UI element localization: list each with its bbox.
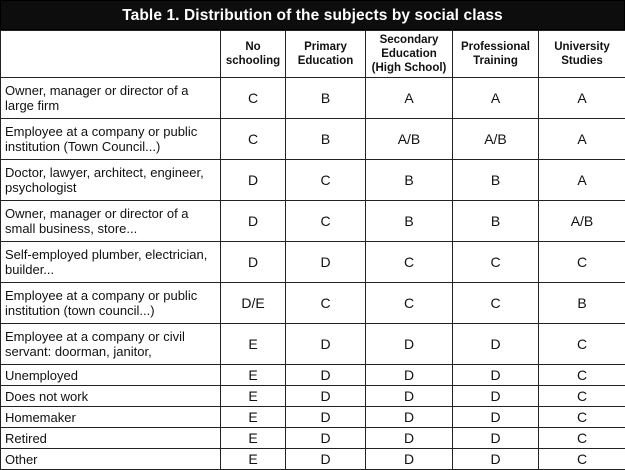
- cell-value: C: [539, 407, 625, 428]
- table-row: [1, 160, 625, 201]
- cell-value: C: [453, 283, 539, 324]
- cell-value: C: [366, 242, 453, 283]
- cell-value: E: [221, 449, 286, 470]
- cell-value: D: [366, 407, 453, 428]
- table-row: [1, 283, 625, 324]
- row-label: Self-employed plumber, electrician, builder...: [1, 242, 221, 283]
- table-row: [1, 365, 625, 386]
- row-label: Employee at a company or public institution (Town Council...): [1, 119, 221, 160]
- header-secondary-education: Secondary Education (High School): [366, 31, 453, 78]
- cell-value: A/B: [453, 119, 539, 160]
- cell-value: D: [453, 386, 539, 407]
- cell-value: C: [453, 242, 539, 283]
- cell-value: E: [221, 428, 286, 449]
- cell-value: B: [539, 283, 625, 324]
- cell-value: E: [221, 407, 286, 428]
- cell-value: A: [453, 78, 539, 119]
- cell-value: D: [366, 386, 453, 407]
- cell-value: C: [539, 449, 625, 470]
- table-row: [1, 386, 625, 407]
- row-label: Employee at a company or public institution (town council...): [1, 283, 221, 324]
- table-row: [1, 324, 625, 365]
- cell-value: C: [221, 119, 286, 160]
- header-no-schooling: No schooling: [221, 31, 286, 78]
- cell-value: B: [453, 201, 539, 242]
- cell-value: D/E: [221, 283, 286, 324]
- cell-value: C: [221, 78, 286, 119]
- row-label: Unemployed: [1, 365, 221, 386]
- cell-value: D: [286, 242, 366, 283]
- row-label: Other: [1, 449, 221, 470]
- cell-value: D: [221, 201, 286, 242]
- cell-value: A/B: [366, 119, 453, 160]
- cell-value: D: [286, 407, 366, 428]
- row-label: Owner, manager or director of a small business, store...: [1, 201, 221, 242]
- cell-value: A: [539, 119, 625, 160]
- cell-value: D: [453, 324, 539, 365]
- cell-value: D: [366, 449, 453, 470]
- table-body: [1, 78, 625, 470]
- cell-value: D: [366, 428, 453, 449]
- row-label: Employee at a company or civil servant: doorman, janitor,: [1, 324, 221, 365]
- cell-value: A: [366, 78, 453, 119]
- row-label: Does not work: [1, 386, 221, 407]
- cell-value: D: [366, 365, 453, 386]
- cell-value: B: [286, 119, 366, 160]
- table-row: [1, 428, 625, 449]
- table-row: [1, 78, 625, 119]
- row-label: Owner, manager or director of a large firm: [1, 78, 221, 119]
- cell-value: A: [539, 160, 625, 201]
- header-professional-training: Professional Training: [453, 31, 539, 78]
- cell-value: D: [286, 365, 366, 386]
- cell-value: C: [539, 386, 625, 407]
- cell-value: D: [286, 386, 366, 407]
- cell-value: B: [366, 201, 453, 242]
- header-university-studies: University Studies: [539, 31, 625, 78]
- row-label: Homemaker: [1, 407, 221, 428]
- header-row: [1, 31, 625, 78]
- header-primary-education: Primary Education: [286, 31, 366, 78]
- cell-value: E: [221, 365, 286, 386]
- cell-value: D: [453, 407, 539, 428]
- table-row: [1, 201, 625, 242]
- cell-value: A/B: [539, 201, 625, 242]
- cell-value: C: [539, 242, 625, 283]
- table-title: Table 1. Distribution of the subjects by social class: [0, 0, 625, 30]
- cell-value: D: [453, 428, 539, 449]
- table-row: [1, 242, 625, 283]
- header-blank: [1, 31, 221, 78]
- cell-value: C: [539, 324, 625, 365]
- cell-value: D: [453, 449, 539, 470]
- cell-value: C: [286, 283, 366, 324]
- cell-value: D: [221, 160, 286, 201]
- row-label: Doctor, lawyer, architect, engineer, psychologist: [1, 160, 221, 201]
- cell-value: D: [286, 449, 366, 470]
- cell-value: D: [286, 324, 366, 365]
- cell-value: B: [366, 160, 453, 201]
- row-label: Retired: [1, 428, 221, 449]
- cell-value: D: [366, 324, 453, 365]
- table-row: [1, 449, 625, 470]
- cell-value: D: [221, 242, 286, 283]
- cell-value: B: [286, 78, 366, 119]
- cell-value: A: [539, 78, 625, 119]
- table-row: [1, 407, 625, 428]
- cell-value: C: [366, 283, 453, 324]
- distribution-table: [0, 30, 625, 470]
- cell-value: B: [453, 160, 539, 201]
- cell-value: D: [453, 365, 539, 386]
- cell-value: C: [286, 201, 366, 242]
- cell-value: C: [539, 365, 625, 386]
- cell-value: C: [539, 428, 625, 449]
- cell-value: C: [286, 160, 366, 201]
- cell-value: E: [221, 386, 286, 407]
- table-row: [1, 119, 625, 160]
- cell-value: D: [286, 428, 366, 449]
- cell-value: E: [221, 324, 286, 365]
